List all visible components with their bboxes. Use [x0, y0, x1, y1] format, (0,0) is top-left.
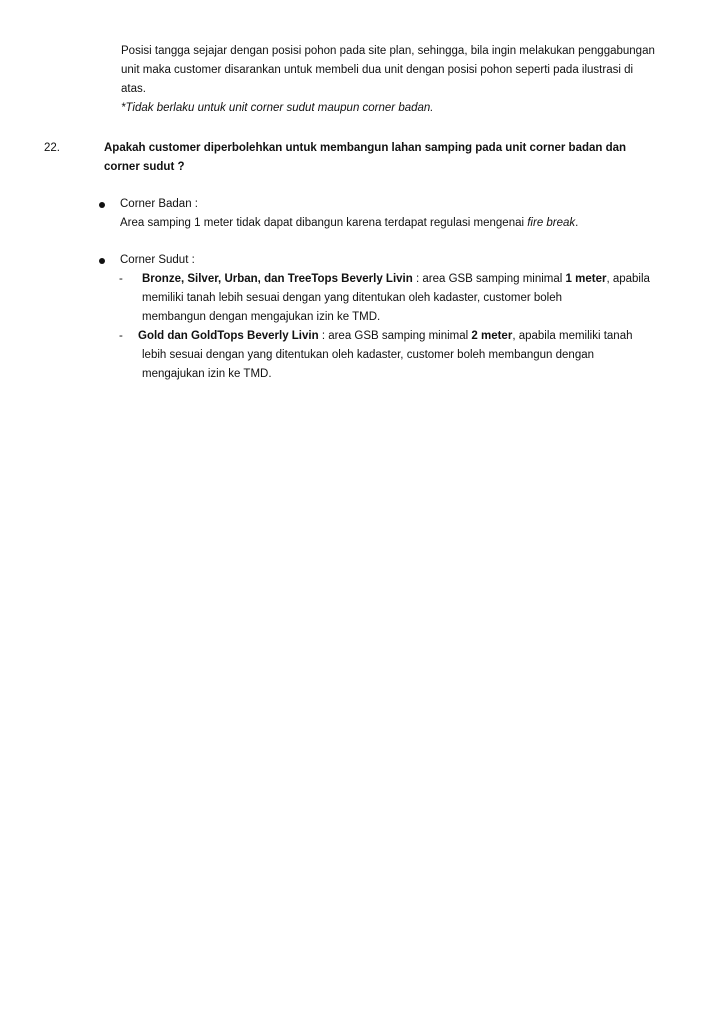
intro-note: *Tidak berlaku untuk unit corner sudut maupun corner badan. [121, 102, 434, 114]
list-item-line-1 [142, 270, 679, 289]
list-item-sep: : area GSB samping minimal [318, 330, 472, 342]
intro-line-2: unit maka customer disarankan untuk membeli dua unit dengan posisi pohon seperti pada ilustrasi di [121, 64, 634, 76]
list-item-bold-label: Bronze, Silver, Urban, dan TreeTops Beverly Livin [142, 273, 413, 285]
list-item-sep: : area GSB samping minimal [412, 273, 566, 285]
intro-line-3: atas. [121, 83, 146, 95]
intro-line-1: Posisi tangga sejajar dengan posisi pohon pada site plan, sehingga, bila ingin melakukan penggabungan [121, 45, 655, 57]
corner-badan-text-italic: fire break [527, 217, 576, 229]
list-item-bold-value: 1 meter [565, 273, 607, 285]
corner-sudut-title: Corner Sudut : [120, 254, 195, 266]
corner-badan-title: Corner Badan : [120, 198, 198, 210]
list-item-line-2: lebih sesuai dengan yang ditentukan oleh kadaster, customer boleh membangun dengan [142, 349, 595, 361]
question-text [104, 139, 664, 177]
corner-badan-text-before: Area samping 1 meter tidak dapat dibangun karena terdapat regulasi mengenai [120, 217, 528, 229]
question-line-2: corner sudut ? [104, 161, 185, 173]
corner-sudut-list [99, 270, 679, 384]
bullet-item [99, 195, 679, 233]
list-item-line-2: memiliki tanah lebih sesuai dengan yang ditentukan oleh kadaster, customer boleh [142, 292, 563, 304]
corner-badan-text [120, 214, 679, 233]
list-item-line-3: membangun dengan mengajukan izin ke TMD. [142, 311, 381, 323]
question-number: 22. [44, 142, 60, 154]
bullet-icon [99, 258, 105, 264]
list-item-line-3: mengajukan izin ke TMD. [142, 368, 272, 380]
corner-sudut-section [99, 251, 679, 384]
corner-badan-text-after: . [575, 217, 579, 229]
list-item-bold-value: 2 meter [471, 330, 513, 342]
question-line-1: Apakah customer diperbolehkan untuk membangun lahan samping pada unit corner badan dan [104, 142, 627, 154]
list-item [99, 270, 679, 327]
list-item-bold-label: Gold dan GoldTops Beverly Livin [138, 330, 319, 342]
intro-paragraph [121, 42, 691, 118]
bullet-item [99, 251, 679, 270]
list-item-rest: , apabila memiliki tanah [512, 330, 633, 342]
dash-icon: - [119, 273, 123, 285]
list-item [99, 327, 679, 384]
corner-badan-section [99, 195, 679, 233]
list-item-line-1 [138, 327, 679, 346]
list-item-rest: , apabila [606, 273, 650, 285]
dash-icon: - [119, 330, 123, 342]
bullet-icon [99, 202, 105, 208]
